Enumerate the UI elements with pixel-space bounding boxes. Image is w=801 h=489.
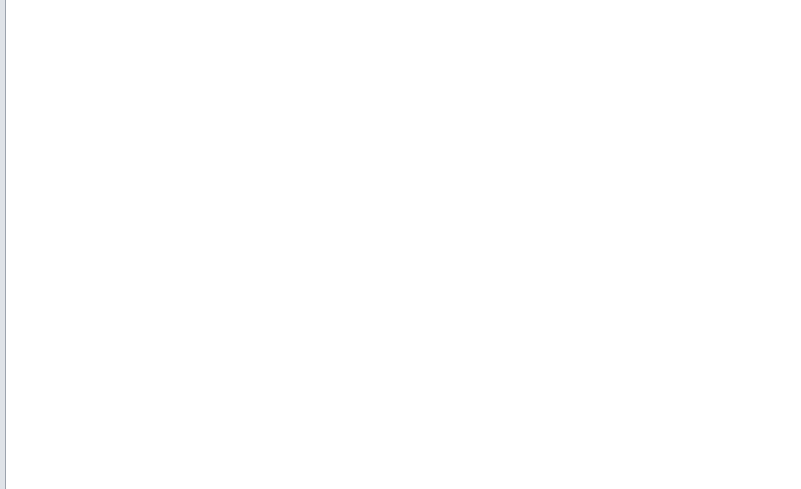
row-header-strip[interactable] <box>0 0 6 489</box>
